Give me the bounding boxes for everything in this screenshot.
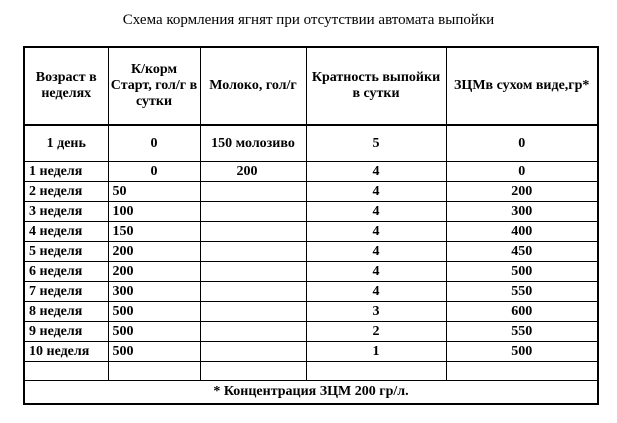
cell-frequency: 4 [306,162,446,182]
cell-frequency: 4 [306,222,446,242]
cell-milk [200,322,306,342]
cell-zcm: 500 [446,342,598,362]
cell-milk [200,182,306,202]
cell-feed: 500 [108,302,200,322]
cell-feed: 0 [108,125,200,162]
cell-feed: 500 [108,322,200,342]
table-row [24,242,598,262]
cell-frequency: 4 [306,242,446,262]
cell-feed: 50 [108,182,200,202]
header-frequency: Кратность выпойки в сутки [306,47,446,125]
feeding-table [23,46,599,405]
table-row [24,202,598,222]
footnote: * Концентрация ЗЦМ 200 гр/л. [24,381,598,405]
cell-age: 2 неделя [24,182,108,202]
cell-zcm: 300 [446,202,598,222]
cell-milk: 150 молозиво [200,125,306,162]
cell-empty [200,362,306,381]
table-row [24,262,598,282]
cell-age: 1 день [24,125,108,162]
cell-milk [200,222,306,242]
table-row [24,125,598,162]
cell-age: 7 неделя [24,282,108,302]
cell-zcm: 550 [446,282,598,302]
cell-frequency: 4 [306,182,446,202]
table-row [24,182,598,202]
cell-milk [200,242,306,262]
cell-age: 10 неделя [24,342,108,362]
cell-zcm: 600 [446,302,598,322]
header-age: Возраст в неделях [24,47,108,125]
cell-empty [446,362,598,381]
cell-frequency: 4 [306,282,446,302]
cell-zcm: 0 [446,162,598,182]
cell-milk [200,342,306,362]
cell-frequency: 4 [306,202,446,222]
cell-milk: 200 [200,162,306,182]
cell-empty [24,362,108,381]
header-milk: Молоко, гол/г [200,47,306,125]
table-row [24,302,598,322]
cell-age: 5 неделя [24,242,108,262]
cell-zcm: 550 [446,322,598,342]
cell-frequency: 3 [306,302,446,322]
empty-row [24,362,598,381]
table-row [24,282,598,302]
cell-milk [200,302,306,322]
cell-frequency: 4 [306,262,446,282]
cell-empty [306,362,446,381]
cell-age: 3 неделя [24,202,108,222]
header-row [24,47,598,125]
cell-milk [200,202,306,222]
header-feed: К/корм Старт, гол/г в сутки [108,47,200,125]
cell-feed: 200 [108,242,200,262]
header-zcm: ЗЦМв сухом виде,гр* [446,47,598,125]
cell-milk [200,282,306,302]
cell-zcm: 450 [446,242,598,262]
cell-zcm: 500 [446,262,598,282]
cell-age: 8 неделя [24,302,108,322]
cell-feed: 100 [108,202,200,222]
cell-frequency: 5 [306,125,446,162]
cell-feed: 300 [108,282,200,302]
footnote-row [24,381,598,405]
cell-empty [108,362,200,381]
document-title: Схема кормления ягнят при отсутствии автомата выпойки [122,12,495,28]
cell-feed: 150 [108,222,200,242]
cell-zcm: 400 [446,222,598,242]
table-row [24,322,598,342]
table-row [24,222,598,242]
cell-milk [200,262,306,282]
table-row [24,162,598,182]
table-row [24,342,598,362]
cell-feed: 200 [108,262,200,282]
cell-age: 6 неделя [24,262,108,282]
cell-frequency: 2 [306,322,446,342]
cell-zcm: 200 [446,182,598,202]
cell-age: 4 неделя [24,222,108,242]
cell-frequency: 1 [306,342,446,362]
cell-age: 9 неделя [24,322,108,342]
cell-age: 1 неделя [24,162,108,182]
cell-zcm: 0 [446,125,598,162]
cell-feed: 500 [108,342,200,362]
cell-feed: 0 [108,162,200,182]
